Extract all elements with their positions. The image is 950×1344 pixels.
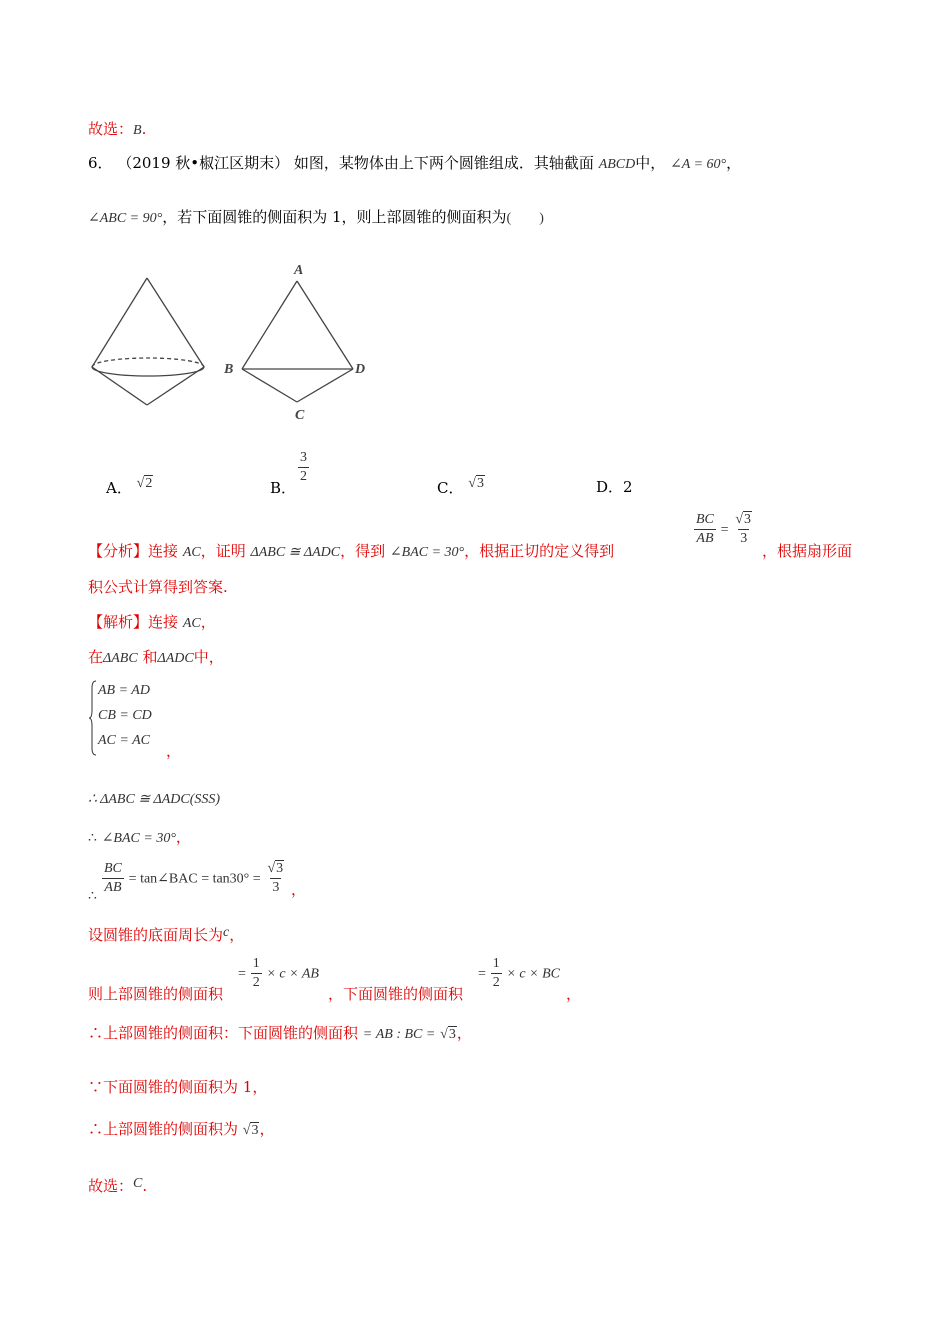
angle-a: ∠A = 60° [670, 157, 727, 172]
solution-perimeter: 设圆锥的底面周长为c， [88, 925, 245, 944]
lower-area-formula: = $\frac{1}{2}$ × c × BC [478, 956, 560, 990]
analysis-line-1: 【分析】连接 AC，证明 ΔABC ≅ ΔADC，得到 ∠BAC = 30°，根据正切的定义得到 [88, 542, 615, 560]
question-number: 6． [88, 154, 113, 172]
option-a-sqrt: √2 [136, 476, 153, 491]
upper-area-formula: = $\frac{1}{2}$ × c × AB [238, 956, 319, 990]
label-b: B [224, 362, 234, 377]
option-d: D．2 [596, 478, 633, 496]
label-c: C [295, 408, 305, 423]
solution-tag: 【解析】 [88, 613, 149, 631]
option-c-sqrt: √3 [468, 476, 484, 491]
option-c: C． √3 [437, 476, 484, 497]
answer-paren: ( ) [506, 211, 544, 226]
question-line-2: ∠ABC = 90°，若下面圆锥的侧面积为 1，则上部圆锥的侧面积为( ) [88, 208, 544, 226]
cone-figure [80, 255, 380, 430]
final-answer: 故选：C. [88, 1176, 148, 1195]
analysis-ratio: $\frac{BC}{AB}$ = $\frac{√3}{3}$ [696, 512, 752, 546]
label-a: A [294, 263, 304, 278]
solution-angle: ∴ ∠BAC = 30°， [88, 828, 191, 846]
question-source: （2019 秋•椒江区期末） [117, 154, 290, 172]
option-b-fraction: $\frac{3}{2}$ [300, 450, 307, 484]
solution-line-1: 【解析】连接 AC， [88, 613, 216, 631]
angle-abc: ∠ABC = 90° [88, 211, 163, 226]
solution-ratio: ∴上部圆锥的侧面积：下面圆锥的侧面积 = AB : BC = √3， [88, 1024, 472, 1042]
analysis-tag: 【分析】 [88, 542, 149, 560]
solution-result: ∴上部圆锥的侧面积为 √3， [88, 1120, 275, 1138]
left-brace [88, 680, 98, 756]
equation-system: AB = AD CB = CD AC = AC [88, 678, 248, 758]
section-name: ABCD [598, 157, 636, 172]
solution-given: ∵下面圆锥的侧面积为 1， [88, 1078, 268, 1096]
double-cone-drawing [92, 278, 204, 405]
question-line-1: 6． （2019 秋•椒江区期末） 如图，某物体由上下两个圆锥组成．其轴截面 ABCD中， ∠A = 60°， [88, 154, 742, 172]
analysis-line-2: 积公式计算得到答案. [88, 578, 228, 596]
solution-congruence: ∴ ΔABC ≅ ΔADC(SSS) [88, 792, 221, 807]
option-a: A． √2 [106, 476, 153, 497]
top-answer: 故选：B. [88, 120, 147, 138]
axial-section-drawing [242, 281, 353, 402]
label-d: D [355, 362, 366, 377]
solution-line-2: 在ΔABC 和ΔADC中， [88, 648, 224, 666]
